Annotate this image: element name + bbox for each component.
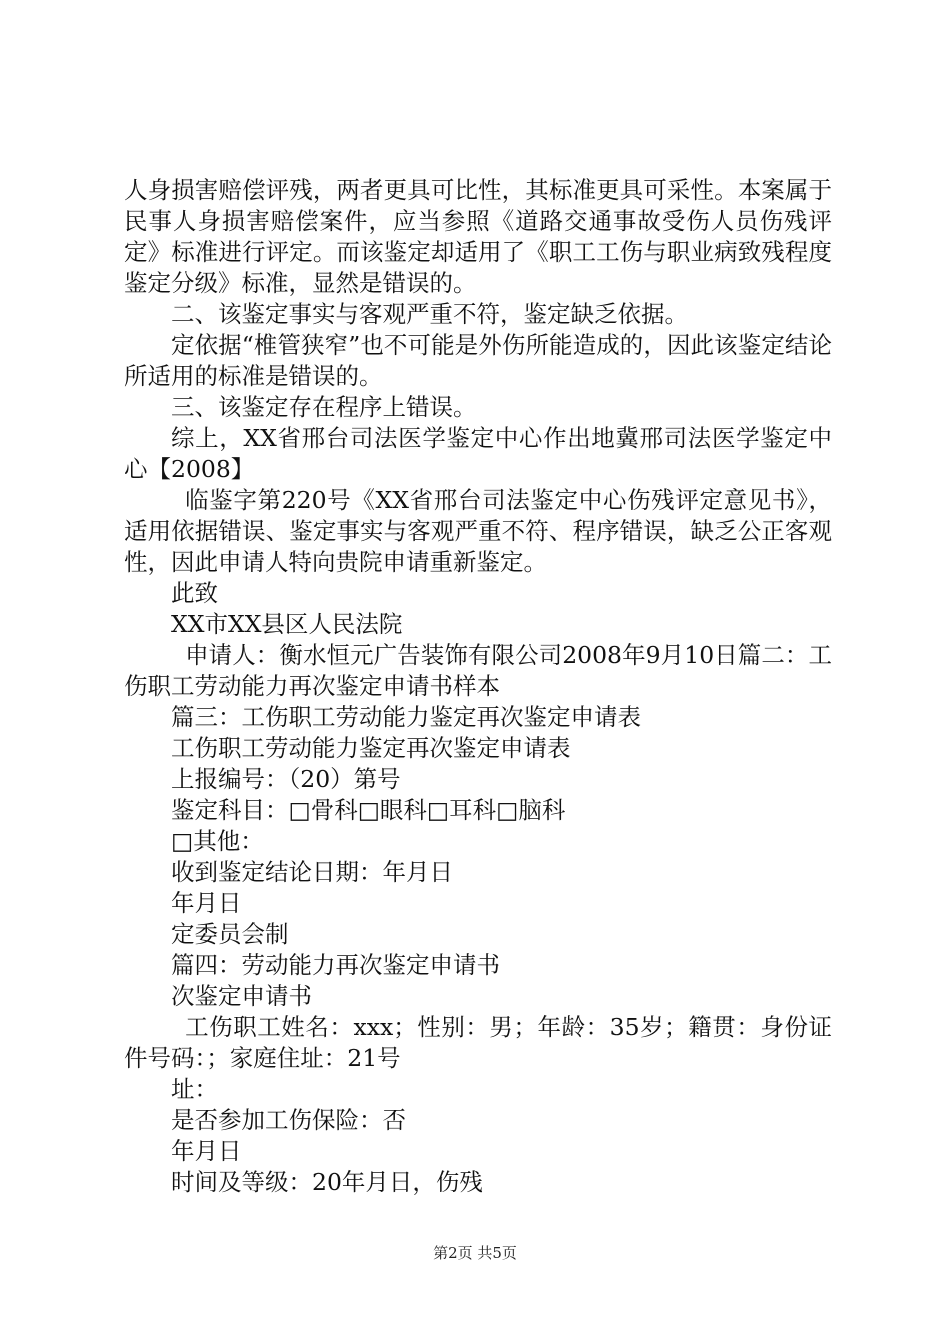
paragraph-summary: 综上，XX省邢台司法医学鉴定中心作出地冀邢司法医学鉴定中心【2008】 bbox=[124, 424, 832, 483]
paragraph-subjects: 鉴定科目：□骨科□眼科□耳科□脑科 bbox=[171, 796, 566, 824]
paragraph-court: XX市XX县区人民法院 bbox=[171, 610, 403, 638]
paragraph-applicant: 申请人：衡水恒元广告装饰有限公司2008年9月10日篇二：工伤职工劳动能力再次鉴定申请书样本 bbox=[124, 641, 832, 700]
paragraph-report-number: 上报编号：（20）第号 bbox=[171, 765, 401, 793]
paragraph-other: □其他： bbox=[171, 827, 264, 855]
paragraph-summary-cont: 临鉴字第220号《XX省邢台司法鉴定中心伤残评定意见书》，适用依据错误、鉴定事实与客观严重不符、程序错误，缺乏公正客观性，因此申请人特向贵院申请重新鉴定。 bbox=[124, 486, 832, 576]
document-body bbox=[124, 175, 832, 1198]
paragraph-point-three: 三、该鉴定存在程序上错误。 bbox=[171, 393, 477, 421]
paragraph-received-date: 收到鉴定结论日期：年月日 bbox=[171, 858, 453, 886]
paragraph-section-four-title: 篇四：劳动能力再次鉴定申请书 bbox=[171, 951, 500, 979]
paragraph-worker-info: 工伤职工姓名：xxx；性别：男；年龄：35岁；籍贯：身份证件号码：；家庭住址：21号 bbox=[124, 1013, 832, 1072]
paragraph-basis: 定依据“椎管狭窄”也不可能是外伤所能造成的，因此该鉴定结论所适用的标准是错误的。 bbox=[124, 331, 832, 390]
paragraph-point-two: 二、该鉴定事实与客观严重不符，鉴定缺乏依据。 bbox=[171, 300, 688, 328]
paragraph-form-title: 工伤职工劳动能力鉴定再次鉴定申请表 bbox=[171, 734, 571, 762]
paragraph-salutation: 此致 bbox=[171, 579, 218, 607]
paragraph-insurance: 是否参加工伤保险：否 bbox=[171, 1106, 406, 1134]
paragraph-intro: 人身损害赔偿评残，两者更具可比性，其标准更具可采性。本案属于民事人身损害赔偿案件，应当参照《道路交通事故受伤人员伤残评定》标准进行评定。而该鉴定却适用了《职工工伤与职业病致残程度鉴定分级》标准，显然是错误的。 bbox=[124, 176, 832, 297]
page-footer: 第2页 共5页 bbox=[433, 1244, 517, 1262]
paragraph-address: 址： bbox=[171, 1075, 218, 1103]
paragraph-application-title: 次鉴定申请书 bbox=[171, 982, 312, 1010]
paragraph-date-2: 年月日 bbox=[171, 1137, 242, 1165]
paragraph-section-three-title: 篇三：工伤职工劳动能力鉴定再次鉴定申请表 bbox=[171, 703, 641, 731]
paragraph-grade: 时间及等级：20年月日，伤残 bbox=[171, 1168, 483, 1196]
paragraph-committee: 定委员会制 bbox=[171, 920, 289, 948]
paragraph-date-1: 年月日 bbox=[171, 889, 242, 917]
